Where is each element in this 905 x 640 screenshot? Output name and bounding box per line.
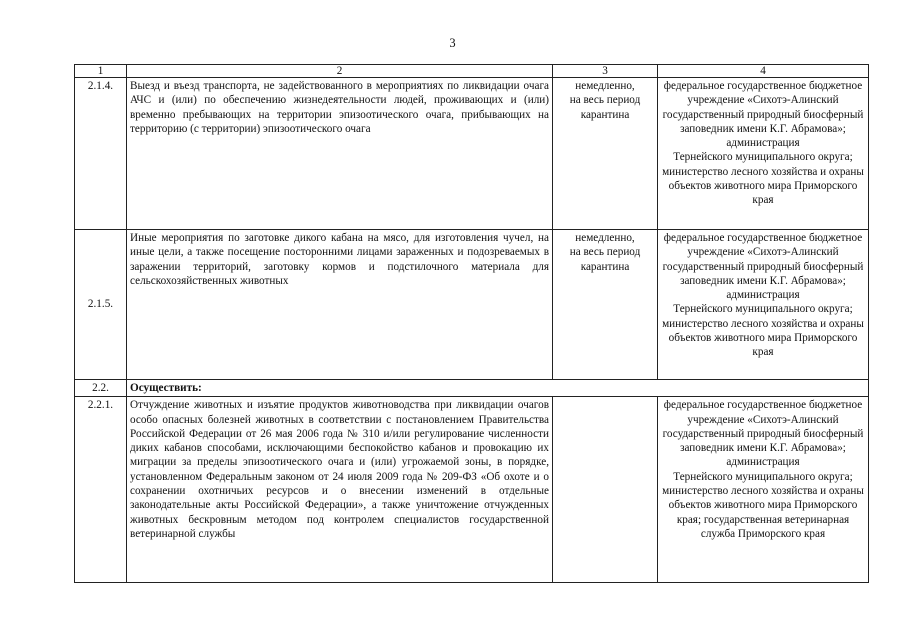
column-header: 1 <box>75 65 127 78</box>
table-row <box>75 78 869 230</box>
column-header: 3 <box>553 65 658 78</box>
column-header: 2 <box>127 65 553 78</box>
table-header-row <box>75 65 869 78</box>
term-text <box>553 397 658 583</box>
measure-text: Иные мероприятия по заготовке дикого кабана на мясо, для изготовления чучел, на иные цели, а также посещение посторонними лицами зараженных и подозреваемых в заражении территорий, заготовку кормов и подстилочного материала для сельскохозяйственных животных <box>127 230 553 380</box>
responsible-text: федеральное государственное бюджетное учреждение «Сихотэ-Алинский государственный природный биосферный заповедник имени К.Г. Абрамова»; администрация Тернейского муниципального округа; министерство лесного хозяйства и охраны объектов животного мира Приморского края <box>658 230 869 380</box>
term-text: немедленно, на весь период карантина <box>553 230 658 380</box>
term-text: немедленно, на весь период карантина <box>553 78 658 230</box>
measures-table <box>74 64 869 583</box>
page-number: 3 <box>449 36 456 50</box>
section-row <box>75 380 869 397</box>
measure-text: Отчуждение животных и изъятие продуктов животноводства при ликвидации очагов особо опасных болезней животных в соответствии с постановлением Правительства Российской Федерации от 26 мая 2006 года № 310 и/или регулирование численности диких кабанов способами, исключающими беспокойство кабанов и провокацию их миграции за пределы эпизоотического очага и (или) угрожаемой зоны, в порядке, установленном Федеральным законом от 24 июля 2009 года № 209-ФЗ «Об охоте и о сохранении охотничьих ресурсов и о внесении изменений в отдельные законодательные акты Российской Федерации», а также уничтожение отчужденных животных бескровным методом под контролем специалистов государственной ветеринарной службы <box>127 397 553 583</box>
measure-text: Выезд и въезд транспорта, не задействованного в мероприятиях по ликвидации очага АЧС и (или) по обеспечению жизнедеятельности людей, проживающих и (или) временно пребывающих на территории эпизоотического очага, прибывающих на территорию (с территории) эпизоотического очага <box>127 78 553 230</box>
responsible-text: федеральное государственное бюджетное учреждение «Сихотэ-Алинский государственный природный биосферный заповедник имени К.Г. Абрамова»; администрация Тернейского муниципального округа; министерство лесного хозяйства и охраны объектов животного мира Приморского края; государственная ветеринарная служба Приморского края <box>658 397 869 583</box>
table-row <box>75 397 869 583</box>
item-number: 2.2. <box>75 380 127 397</box>
table-row <box>75 230 869 380</box>
responsible-text: федеральное государственное бюджетное учреждение «Сихотэ-Алинский государственный природный биосферный заповедник имени К.Г. Абрамова»; администрация Тернейского муниципального округа; министерство лесного хозяйства и охраны объектов животного мира Приморского края <box>658 78 869 230</box>
section-title: Осуществить: <box>127 380 869 397</box>
column-header: 4 <box>658 65 869 78</box>
item-number: 2.2.1. <box>75 397 127 583</box>
item-number: 2.1.5. <box>75 230 127 380</box>
item-number: 2.1.4. <box>75 78 127 230</box>
